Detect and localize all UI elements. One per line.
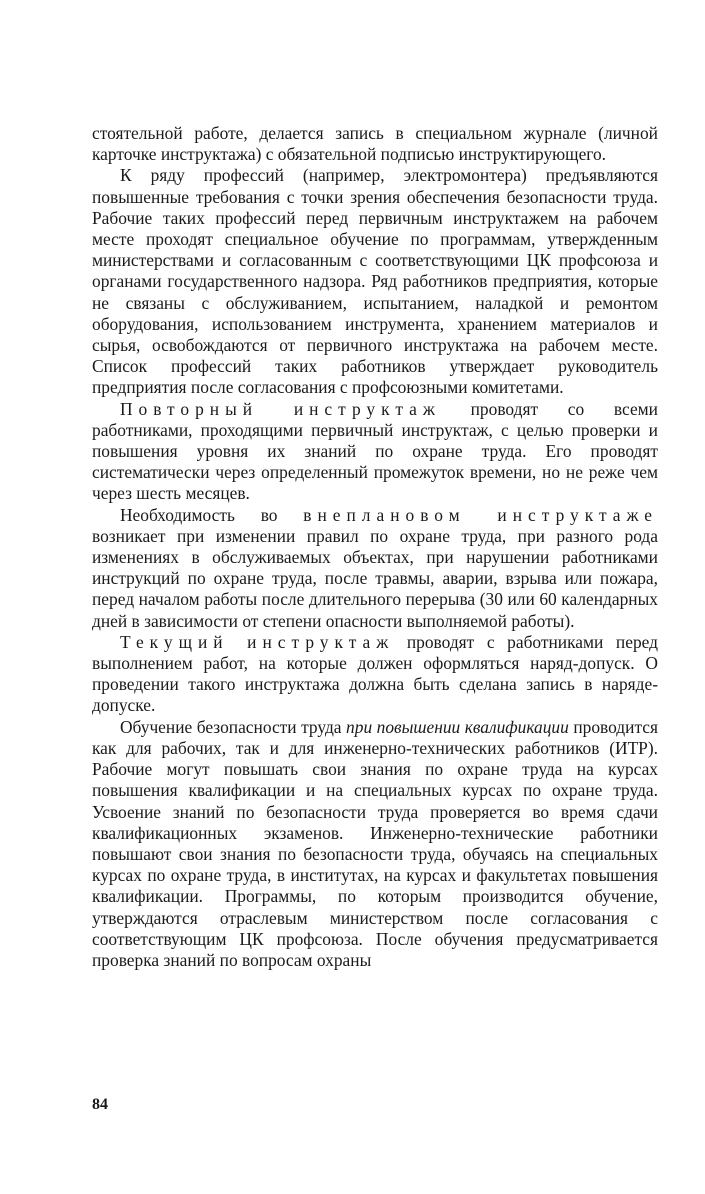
paragraph-5-text: проводят с работниками перед выполнением работ, на которые должен оформляться наряд-допуск. О проведении такого инструктажа должна быть сделана запись в наряде-допуске. [92, 631, 658, 716]
term-unscheduled-briefing: внеплановом инструктаже [303, 504, 658, 525]
term-qualification-upgrade: при повышении квалификации [346, 716, 569, 737]
paragraph-3 [92, 399, 658, 505]
paragraph-5 [92, 632, 658, 717]
paragraph-3-text: проводят со всеми работниками, проходящими первичный инструктаж, с целью проверки и повышения уровня их знаний по охране труда. Его проводят систематически через определенный промежуток времени, но не реже чем через шесть месяцев. [92, 398, 658, 504]
paragraph-4-start: Необходимость во [120, 504, 304, 525]
term-repeat-briefing: Повторный инструктаж [120, 398, 441, 419]
page-number: 84 [92, 1096, 108, 1113]
page-text-body [92, 123, 658, 971]
term-current-briefing: Текущий инструктаж [120, 631, 395, 652]
paragraph-6-start: Обучение безопасности труда [120, 716, 347, 737]
paragraph-6 [92, 717, 658, 971]
paragraph-1: стоятельной работе, делается запись в специальном журнале (личной карточке инструктажа) с обязательной подписью инструктирующего. [92, 123, 658, 165]
paragraph-4 [92, 505, 658, 632]
paragraph-4-text: возникает при изменении правил по охране труда, при разного рода изменениях в обслуживаемых объектах, при нарушении работниками инструкций по охране труда, после травмы, аварии, взрыва или пожара, перед началом работы после длительного перерыва (30 или 60 календарных дней в зависимости от степени опасности выполняемой работы). [92, 525, 658, 631]
paragraph-2: К ряду профессий (например, электромонтера) предъявляются повышенные требования с точки зрения обеспечения безопасности труда. Рабочие таких профессий перед первичным инструктажем на рабочем месте проходят специальное обучение по программам, утвержденным министерствами и согласованным с соответствующими ЦК профсоюза и органами государственного надзора. Ряд работников предприятия, которые не связаны с обслуживанием, испытанием, наладкой и ремонтом оборудования, использованием инструмента, хранением материалов и сырья, освобождаются от первичного инструктажа на рабочем месте. Список профессий таких работников утверждает руководитель предприятия после согласования с профсоюзными комитетами. [92, 165, 658, 398]
paragraph-6-text: проводится как для рабочих, так и для инженерно-технических работников (ИТР). Рабочие могут повышать свои знания по охране труда на курсах повышения квалификации и на специальных курсах по охране труда. Усвоение знаний по безопасности труда проверяется во время сдачи квалификационных экзаменов. Инженерно-технические работники повышают свои знания по безопасности труда, обучаясь на специальных курсах по охране труда, в институтах, на курсах и факультетах повышения квалификации. Программы, по которым производится обучение, утверждаются отраслевым министерством после согласования с соответствующим ЦК профсоюза. После обучения предусматривается проверка знаний по вопросам охраны [92, 716, 658, 970]
